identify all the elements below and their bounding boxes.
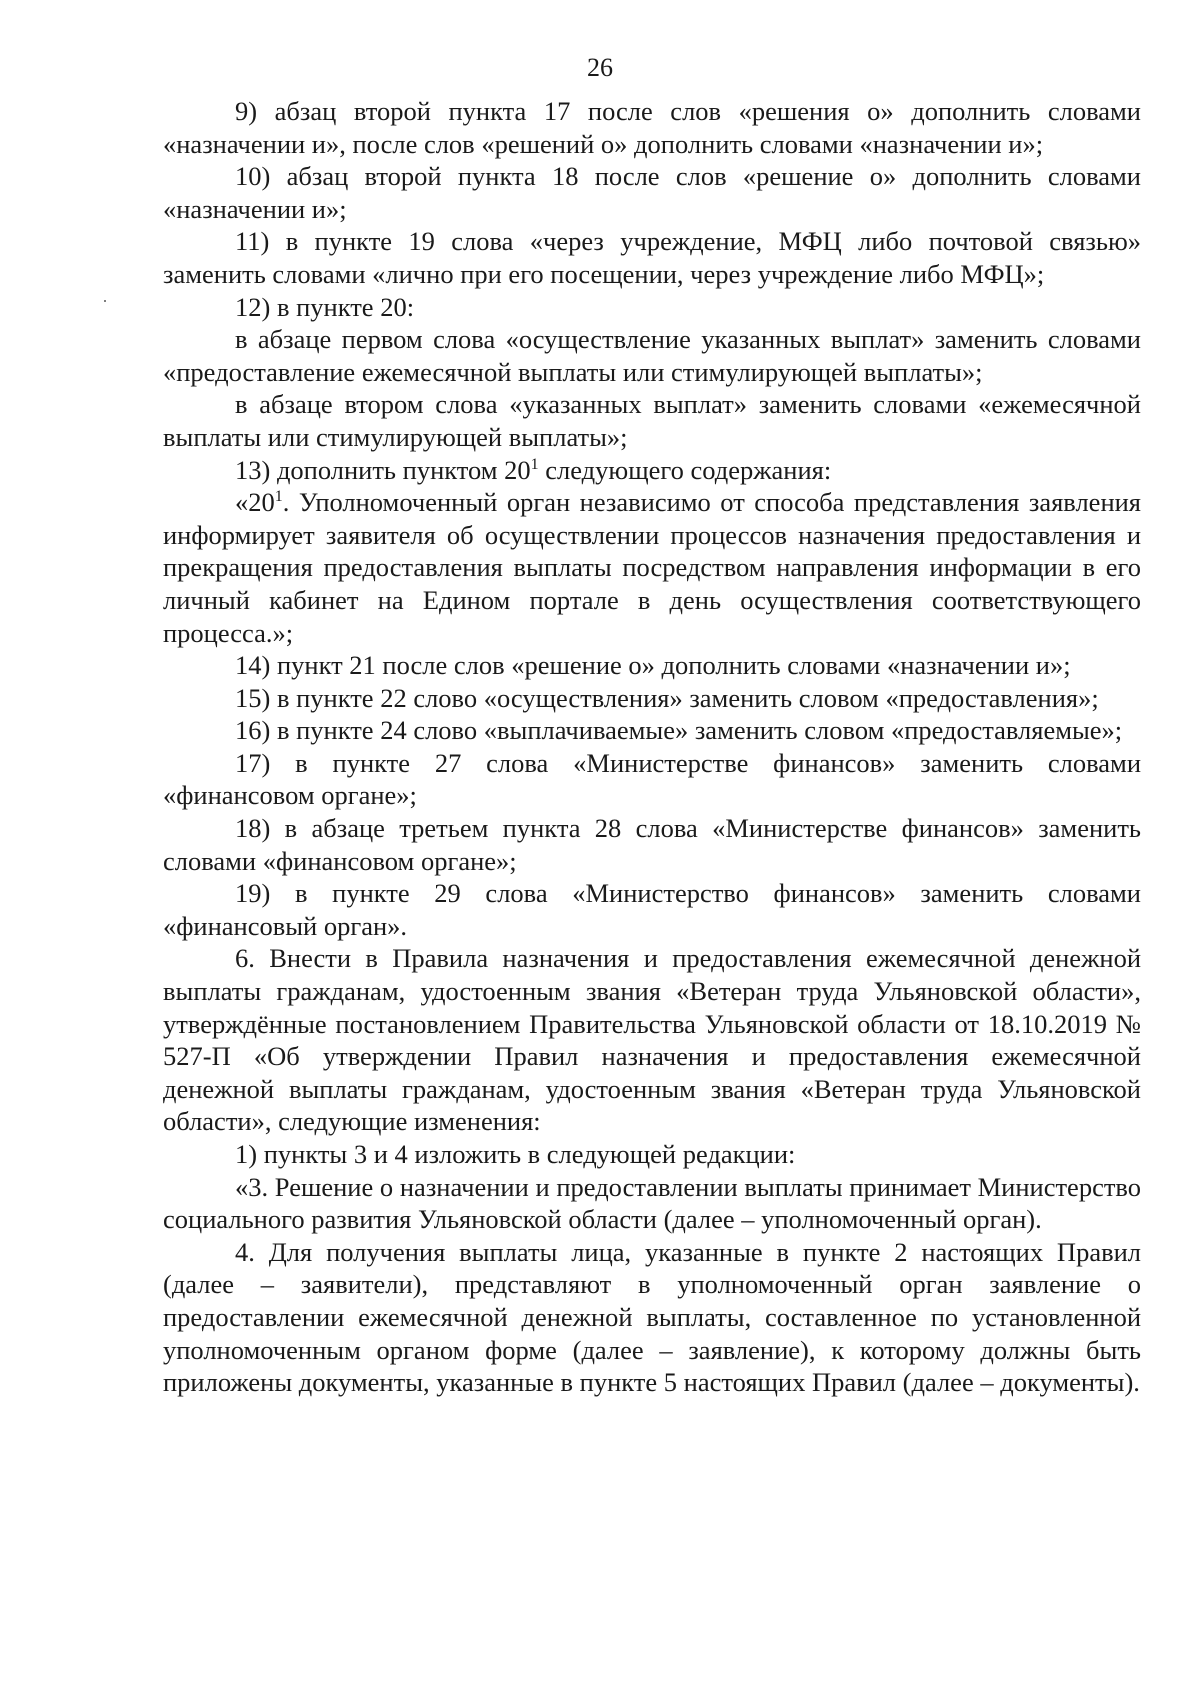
- paragraph-item-14: 14) пункт 21 после слов «решение о» дополнить словами «назначении и»;: [235, 650, 1071, 681]
- paragraph-item-11: 11) в пункте 19 слова «через учреждение, МФЦ либо почтовой связью» заменить словами «лично при его посещении, через учреждение либо МФЦ»;: [163, 226, 1141, 289]
- paragraph-rule-4: 4. Для получения выплаты лица, указанные в пункте 2 настоящих Правил (далее – заявители), представляют в уполномоченный орган заявление о предоставлении ежемесячной денежной выплаты, составленное по установленной уполномоченным органом форме (далее – заявление), к которому должны быть приложены документы, указанные в пункте 5 настоящих Правил (далее – документы).: [163, 1236, 1141, 1398]
- item-13-text-end: следующего содержания:: [538, 454, 832, 485]
- paragraph-item-19: 19) в пункте 29 слова «Министерство финансов» заменить словами «финансовый орган».: [163, 878, 1141, 941]
- paragraph-item-12: 12) в пункте 20:: [235, 291, 415, 322]
- paragraph-item-12-second-abzac: в абзаце втором слова «указанных выплат» заменить словами «ежемесячной выплаты или стимулирующей выплаты»;: [163, 389, 1141, 452]
- paragraph-rule-3: «3. Решение о назначении и предоставлении выплаты принимает Министерство социального развития Ульяновской области (далее – уполномоченный орган).: [163, 1171, 1141, 1235]
- document-body: [163, 95, 1141, 1399]
- scan-speck: [104, 300, 106, 302]
- item-13-quote-superscript: 1: [274, 488, 283, 506]
- item-13-superscript: 1: [530, 455, 539, 473]
- paragraph-item-9: 9) абзац второй пункта 17 после слов «решения о» дополнить словами «назначении и», после слов «решений о» дополнить словами «назначении и»;: [163, 96, 1141, 159]
- page-number: 26: [587, 53, 613, 82]
- paragraph-section-6: 6. Внести в Правила назначения и предоставления ежемесячной денежной выплаты гражданам, удостоенным звания «Ветеран труда Ульяновской области», утверждённые постановлением Правительства Ульяновской области от 18.10.2019 № 527-П «Об утверждении Правил назначения и предоставления ежемесячной денежной выплаты гражданам, удостоенным звания «Ветеран труда Ульяновской области», следующие изменения:: [163, 943, 1141, 1137]
- paragraph-item-18: 18) в абзаце третьем пункта 28 слова «Министерстве финансов» заменить словами «финансовом органе»;: [163, 813, 1141, 876]
- paragraph-item-15: 15) в пункте 22 слово «осуществления» заменить словом «предоставления»;: [235, 682, 1099, 713]
- paragraph-item-12-first-abzac: в абзаце первом слова «осуществление указанных выплат» заменить словами «предоставление ежемесячной выплаты или стимулирующей выплаты»;: [163, 324, 1141, 387]
- paragraph-item-13-quote: [163, 486, 1141, 649]
- item-13-text-start: 13) дополнить пунктом 20: [235, 454, 531, 485]
- paragraph-item-13: [163, 454, 1141, 487]
- paragraph-item-17: 17) в пункте 27 слова «Министерстве финансов» заменить словами «финансовом органе»;: [163, 747, 1141, 811]
- paragraph-item-16: 16) в пункте 24 слово «выплачиваемые» заменить словом «предоставляемые»;: [235, 715, 1123, 746]
- paragraph-section-6-item-1: 1) пункты 3 и 4 изложить в следующей редакции:: [235, 1139, 796, 1169]
- item-13-quote-text: . Уполномоченный орган независимо от способа представления заявления информирует заявителя об осуществлении процессов назначения предоставления и прекращения предоставления выплаты посредством направления информации в его личный кабинет на Едином портале в день осуществления соответствующего процесса.»;: [163, 487, 1141, 648]
- paragraph-item-10: 10) абзац второй пункта 18 после слов «решение о» дополнить словами «назначении и»;: [163, 161, 1141, 224]
- item-13-quote-start: «20: [235, 487, 275, 518]
